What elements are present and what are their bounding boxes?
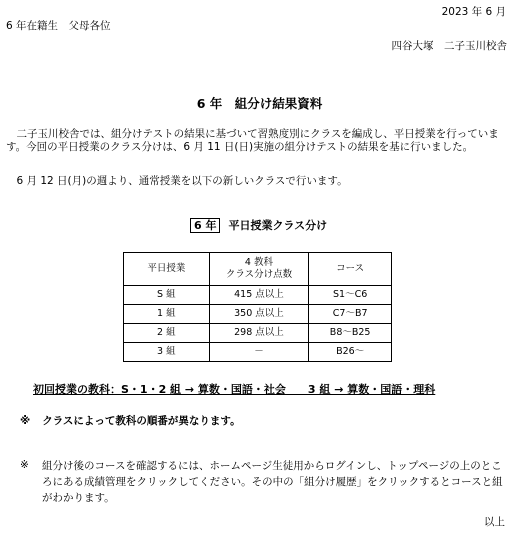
score-cell: 298 点以上 <box>209 324 309 343</box>
note-mark: ※ <box>20 415 31 427</box>
note-1 <box>20 415 241 428</box>
table-row <box>124 286 392 305</box>
class-cell: 3 組 <box>124 343 210 362</box>
recipient-line: 6 年在籍生 父母各位 <box>6 20 111 32</box>
table-header-row <box>124 253 392 286</box>
note-mark: ※ <box>20 459 29 471</box>
table-row <box>124 343 392 362</box>
class-assignment-table <box>123 252 392 362</box>
grade-box: 6 年 <box>190 218 220 233</box>
table-row <box>124 324 392 343</box>
intro-paragraph-1: 二子玉川校舎では、組分けテストの結果に基づいて習熟度別にクラスを編成し、平日授業を行っています。今回の平日授業のクラス分けは、6 月 11 日(日)実施の組分けテストの結果を基に行いました。 <box>6 128 499 153</box>
header-cell-class: 平日授業 <box>124 253 210 286</box>
note-2-text: 組分け後のコースを確認するには、ホームページ生徒用からログインし、トップページの上のところにある成績管理をクリックしてください。その中の「組分け履歴」をクリックするとコースと組がわかります。 <box>42 460 503 504</box>
header-cell-course: コース <box>309 253 392 286</box>
note-2 <box>20 459 510 506</box>
document-title: 6 年 組分け結果資料 <box>196 96 323 111</box>
document-date: 2023 年 6 月 <box>441 6 506 18</box>
course-cell: S1～C6 <box>309 286 392 305</box>
score-cell: 415 点以上 <box>209 286 309 305</box>
first-class-subjects: 初回授業の教科：S・1・2 組 → 算数・国語・社会 3 組 → 算数・国語・理科 <box>33 383 436 396</box>
school-name: 四谷大塚 二子玉川校舎 <box>391 40 507 52</box>
class-cell: S 組 <box>124 286 210 305</box>
closing-text: 以上 <box>484 516 505 528</box>
course-cell: B26～ <box>309 343 392 362</box>
section-heading <box>190 219 327 232</box>
class-cell: 1 組 <box>124 305 210 324</box>
header-cell-score: 4 教科 クラス分け点数 <box>209 253 309 286</box>
table-row <box>124 305 392 324</box>
section-heading-text: 平日授業クラス分け <box>228 219 328 232</box>
score-cell: 350 点以上 <box>209 305 309 324</box>
class-cell: 2 組 <box>124 324 210 343</box>
score-cell: － <box>209 343 309 362</box>
note-1-text: クラスによって教科の順番が異なります。 <box>42 415 241 427</box>
course-cell: B8～B25 <box>309 324 392 343</box>
intro-paragraph-2: 6 月 12 日(月)の週より、通常授業を以下の新しいクラスで行います。 <box>6 175 348 187</box>
course-cell: C7～B7 <box>309 305 392 324</box>
